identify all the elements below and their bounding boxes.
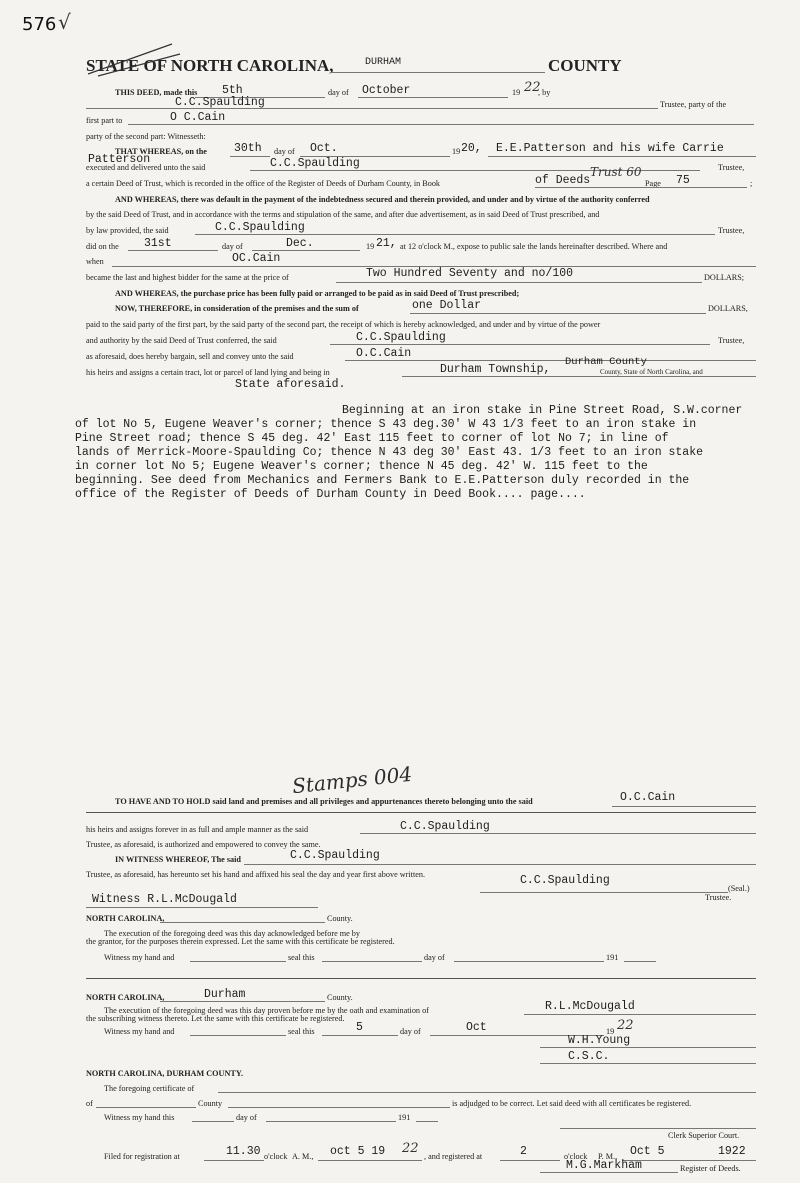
therefore-line-3: and authority by the said Deed of Trust conferred, the said	[86, 336, 277, 345]
cert2-witness-name: R.L.McDougald	[545, 1000, 635, 1013]
first-part-label: first part to	[86, 116, 123, 125]
cert2-line-1: The execution of the foregoing deed was this day proven before me by the oath and examination of	[104, 1006, 429, 1015]
recorded-label: a certain Deed of Trust, which is recorded in the office of the Register of Deeds of Durham County, in Book	[86, 179, 441, 188]
witness-line-2: Trustee, as aforesaid, has hereunto set his hand and affixed his seal the day and year first above written.	[86, 870, 425, 879]
cert2-county-value: Durham	[204, 988, 246, 1001]
therefore-trustee-name: C.C.Spaulding	[356, 331, 446, 344]
convey-grantee: O.C.Cain	[356, 347, 412, 360]
description-line: in corner lot No 5; Eugene Weaver's corner; thence N 45 deg. 42' W. 115 feet to the	[75, 460, 648, 473]
cert2-seal: seal this	[288, 1027, 315, 1036]
page-value: 75	[676, 174, 690, 187]
sale-price: Two Hundred Seventy and no/100	[366, 267, 574, 280]
by-label: , by	[538, 88, 551, 97]
registered-oclock: o'clock	[564, 1152, 588, 1161]
register-name: M.G.Markham	[566, 1159, 642, 1172]
description-line: beginning. See deed from Mechanics and Fermers Bank to E.E.Patterson duly recorded in the	[75, 474, 690, 487]
cert2-year: 22	[617, 1018, 634, 1033]
township: Durham Township,	[440, 363, 551, 376]
default-trustee-label: Trustee,	[718, 226, 745, 235]
therefore-trustee-label: Trustee,	[718, 336, 745, 345]
deed-month: October	[362, 84, 411, 97]
seal-label: (Seal.)	[728, 884, 750, 893]
cert2-day: 5	[356, 1021, 363, 1034]
description-line: office of the Register of Deeds of Durham County in Deed Book.... page....	[75, 488, 586, 501]
paid-para: AND WHEREAS, the purchase price has been fully paid or arranged to be paid as in said Deed of Trust prescribed;	[115, 289, 520, 298]
grantor-name-cont: Patterson	[88, 153, 151, 166]
trust-day: 30th	[234, 142, 262, 155]
habendum-trustee-name: C.C.Spaulding	[400, 820, 490, 833]
filed-date: oct 5 19	[330, 1145, 386, 1158]
day-of-label: day of	[328, 88, 349, 97]
description-line: of lot No 5, Eugene Weaver's corner; thence S 43 deg.30' W 43 1/3 feet to an iron stake in	[75, 418, 697, 431]
filed-year: 22	[402, 1141, 419, 1156]
cert3-witness: Witness my hand this	[104, 1113, 175, 1122]
registered-pm: P. M.,	[598, 1152, 618, 1161]
cert3-state: NORTH CAROLINA, DURHAM COUNTY.	[86, 1069, 244, 1078]
trust-month: Oct.	[310, 142, 338, 155]
description-line: lands of Merrick-Moore-Spaulding Co; thence N 43 deg 30' East 43. 1/3 feet to an iron stake	[75, 446, 704, 459]
default-trustee-name: C.C.Spaulding	[215, 221, 305, 234]
witness-trustee-name: C.C.Spaulding	[290, 849, 380, 862]
cert3-clerk: Clerk Superior Court.	[668, 1131, 740, 1140]
strike-through-mark	[84, 40, 184, 80]
witness-line-1: IN WITNESS WHEREOF, The said	[115, 855, 241, 864]
buyer-name: OC.Cain	[232, 252, 281, 265]
grantor-name: E.E.Patterson and his wife Carrie	[496, 142, 724, 155]
cert2-county: County.	[327, 993, 353, 1002]
cert2-state: NORTH CAROLINA,	[86, 993, 165, 1002]
sum-dollars-label: DOLLARS,	[708, 304, 748, 313]
sale-day-of: day of	[222, 242, 243, 251]
therefore-line-1: NOW, THEREFORE, in consideration of the premises and the sum of	[115, 304, 359, 313]
therefore-line-5: his heirs and assigns a certain tract, lot or parcel of land lying and being in	[86, 368, 330, 377]
registered-label: , and registered at	[424, 1152, 483, 1161]
cert3-day-of: day of	[236, 1113, 257, 1122]
first-party-name: O C.Cain	[170, 111, 226, 124]
cert3-adjudged: is adjudged to be correct. Let said deed with all certificates be registered.	[452, 1099, 692, 1108]
sum-value: one Dollar	[412, 299, 482, 312]
state-aforesaid: State aforesaid.	[235, 378, 346, 391]
trustee-sig-label: Trustee.	[705, 893, 732, 902]
page-label: Page	[645, 179, 661, 188]
trustee-name-1: C.C.Spaulding	[175, 96, 265, 109]
default-line-1: AND WHEREAS, there was default in the payment of the indebtedness secured and therein provided, and under and by virtue of the authority conferred	[115, 195, 650, 204]
habendum-grantee: O.C.Cain	[620, 791, 676, 804]
habendum-line-1: TO HAVE AND TO HOLD said land and premises and all privileges and appurtenances thereto belonging unto the said	[115, 797, 533, 806]
stamp-note: Stamps 004	[291, 761, 414, 799]
cert1-day-of: day of	[424, 953, 445, 962]
description-line: Beginning at an iron stake in Pine Street Road, S.W.corner	[342, 404, 743, 417]
cert2-officer-title: C.S.C.	[568, 1050, 610, 1063]
cert3-year: 191	[398, 1113, 411, 1122]
deed-year: 22	[524, 80, 541, 95]
price-dollars-label: DOLLARS;	[704, 273, 745, 282]
registered-date: Oct 5	[630, 1145, 665, 1158]
signature: C.C.Spaulding	[520, 874, 610, 887]
witness-name: Witness R.L.McDougald	[92, 893, 237, 906]
header-county: COUNTY	[548, 56, 622, 75]
executed-label: executed and delivered unto the said	[86, 163, 206, 172]
cert1-county: County.	[327, 914, 353, 923]
book-handwritten: Trust 60	[590, 165, 642, 179]
year-prefix: 19	[512, 88, 521, 97]
cert1-line-2: the grantor, for the purposes therein expressed. Let the same with this certificate be registered.	[86, 937, 395, 946]
did-on-label: did on the	[86, 242, 119, 251]
sale-day: 31st	[144, 237, 172, 250]
sale-month: Dec.	[286, 237, 314, 250]
cert1-witness: Witness my hand and	[104, 953, 175, 962]
sale-year: 21,	[376, 237, 397, 250]
cert1-seal: seal this	[288, 953, 315, 962]
trust-trustee-name: C.C.Spaulding	[270, 157, 360, 170]
description-line: Pine Street road; thence S 45 deg. 42' East 115 feet to corner of lot No 7; in line of	[75, 432, 669, 445]
book-value: of Deeds	[535, 174, 591, 187]
therefore-line-2: paid to the said party of the first part, by the said party of the second part, the receipt of which is hereby acknowledged, and under and by virtue of the power	[86, 320, 601, 329]
cert2-month: Oct	[466, 1021, 487, 1034]
register-title: Register of Deeds.	[680, 1164, 741, 1173]
trustee-party-label: Trustee, party of the	[660, 100, 727, 109]
deed-day: 5th	[222, 84, 243, 97]
cert2-line-2: the subscribing witness thereto. Let the same with this certificate be registered.	[86, 1014, 345, 1023]
default-line-3: by law provided, the said	[86, 226, 169, 235]
trust-trustee-label: Trustee,	[718, 163, 745, 172]
header-state: STATE OF NORTH CAROLINA,	[86, 56, 334, 75]
cert3-of: of	[86, 1099, 93, 1108]
expose-label: at 12 o'clock M., expose to public sale the lands hereinafter described. Where and	[400, 242, 668, 251]
check-mark: √	[58, 10, 71, 34]
filed-time: 11.30	[226, 1145, 261, 1158]
trust-day-of: day of	[274, 147, 295, 156]
cert2-year-prefix: 19	[606, 1027, 615, 1036]
therefore-line-4: as aforesaid, does hereby bargain, sell and convey unto the said	[86, 352, 294, 361]
filed-oclock: o'clock	[264, 1152, 288, 1161]
filed-am: A. M.,	[292, 1152, 314, 1161]
cert3-county: County	[198, 1099, 223, 1108]
whereas-label: THAT WHEREAS, on the	[115, 147, 207, 156]
cert2-witness: Witness my hand and	[104, 1027, 175, 1036]
when-label: when	[86, 257, 104, 266]
county-typed: Durham County	[565, 356, 647, 368]
cert1-year: 191	[606, 953, 619, 962]
sale-year-prefix: 19	[366, 242, 375, 251]
cert2-day-of: day of	[400, 1027, 421, 1036]
trust-year: 20,	[461, 142, 482, 155]
header-county-typed: DURHAM	[365, 57, 402, 68]
second-part-label: party of the second part: Witnesseth:	[86, 132, 206, 141]
cert2-officer: W.H.Young	[568, 1034, 631, 1047]
registered-time: 2	[520, 1145, 527, 1158]
this-deed-label: THIS DEED, made this	[115, 88, 198, 97]
page-number: 576	[22, 14, 57, 35]
trust-year-prefix: 19	[452, 147, 461, 156]
county-printed: County, State of North Carolina, and	[600, 368, 703, 376]
cert3-line-1: The foregoing certificate of	[104, 1084, 195, 1093]
cert1-line-1: The execution of the foregoing deed was this day acknowledged before me by	[104, 929, 360, 938]
habendum-line-3: Trustee, as aforesaid, is authorized and empowered to convey the same.	[86, 840, 321, 849]
filed-label: Filed for registration at	[104, 1152, 180, 1161]
became-label: became the last and highest bidder for the same at the price of	[86, 273, 289, 282]
default-line-2: by the said Deed of Trust, and in accordance with the terms and stipulation of the same, and after due advertisement, as in said Deed of Trust prescribed, and	[86, 210, 600, 219]
habendum-line-2: his heirs and assigns forever in as full and ample manner as the said	[86, 825, 309, 834]
cert1-state: NORTH CAROLINA,	[86, 914, 165, 923]
registered-year: 1922	[718, 1145, 746, 1158]
